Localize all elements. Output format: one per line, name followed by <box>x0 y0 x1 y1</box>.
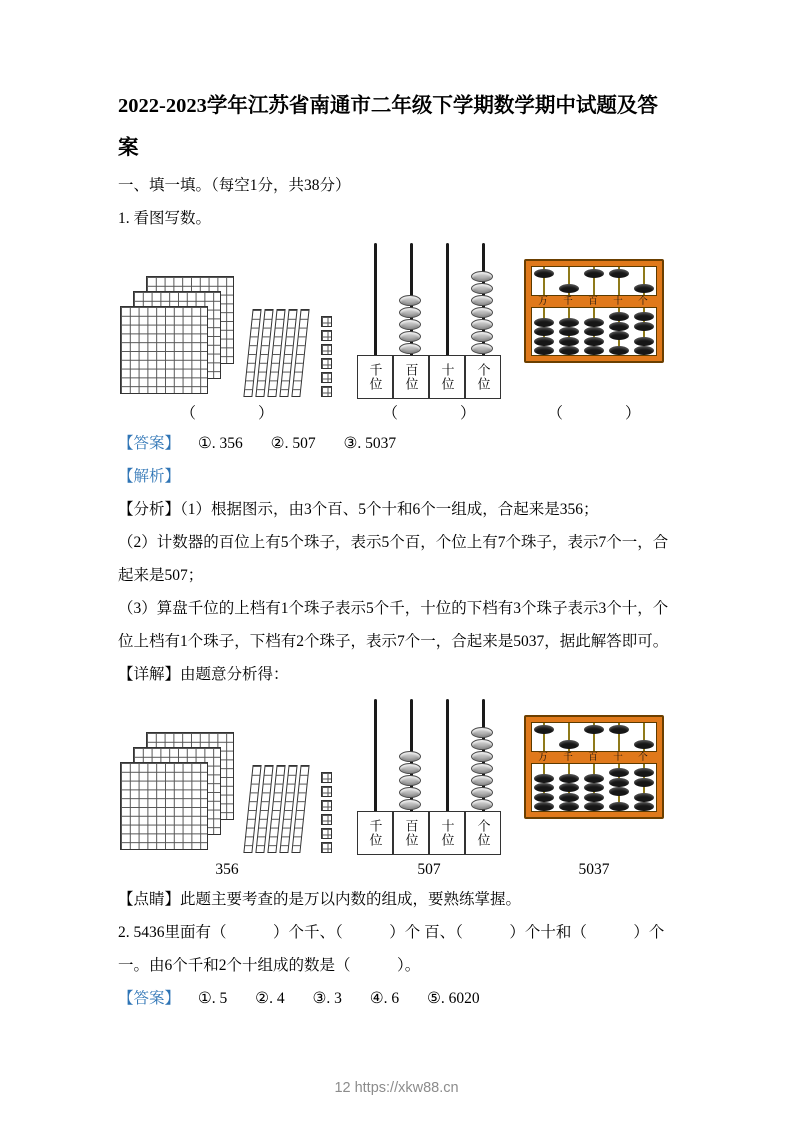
counter-rod <box>374 699 377 811</box>
abacus-lower-bead <box>609 346 629 355</box>
abacus-inner <box>531 266 657 356</box>
one-cube <box>321 828 332 839</box>
q1-note: 【点睛】此题主要考查的是万以内数的组成，要熟练掌握。 <box>118 891 522 908</box>
place-value-label: 百位 <box>393 811 429 855</box>
abacus <box>524 259 664 363</box>
base-ten-blocks <box>120 249 334 399</box>
beam-place-label: 千 <box>563 296 573 307</box>
abacus-beam <box>531 295 657 308</box>
counter-bead <box>471 343 493 354</box>
q1-analysis-heading <box>118 460 678 493</box>
abacus-lower-bead <box>634 768 654 777</box>
abacus-lower-bead <box>584 337 604 346</box>
one-cube <box>321 330 332 341</box>
counter-bead <box>399 787 421 798</box>
counter-bead <box>471 307 493 318</box>
counter-bead <box>399 307 421 318</box>
counter-bead <box>471 727 493 738</box>
abacus-upper-bead <box>534 725 554 734</box>
q1-detail-label: 【详解】由题意分析得： <box>118 666 289 683</box>
value-under-abacus: 5037 <box>578 861 610 878</box>
analysis-paragraph-2: （2）计数器的百位上有5个珠子，表示5个百，个位上有7个珠子，表示7个一，合起来是507； <box>118 534 669 584</box>
counter-bead <box>399 751 421 762</box>
value-under-counter: 507 <box>417 861 441 878</box>
place-value-label: 百位 <box>393 355 429 399</box>
counter-bead <box>471 295 493 306</box>
abacus-lower-bead <box>534 346 554 355</box>
beam-place-label: 百 <box>588 752 598 763</box>
counter-bead <box>471 763 493 774</box>
place-value-label: 千位 <box>357 355 393 399</box>
answer-item: ②. 4 <box>255 990 285 1007</box>
beam-place-label: 万 <box>538 296 548 307</box>
one-cube <box>321 344 332 355</box>
abacus-lower-bead <box>534 327 554 336</box>
hundreds-flats <box>120 732 238 853</box>
one-cube <box>321 772 332 783</box>
value-under-blocks: 356 <box>215 861 239 878</box>
answer-item: ①. 5 <box>197 990 228 1007</box>
abacus-lower-bead <box>609 802 629 811</box>
abacus-lower-bead <box>534 774 554 783</box>
counter-rod <box>446 243 449 355</box>
counter-bead <box>471 799 493 810</box>
abacus-lower-bead <box>584 793 604 802</box>
answer-item: ③. 3 <box>312 990 342 1007</box>
one-cube <box>321 316 332 327</box>
counter-place-labels <box>357 355 501 399</box>
abacus-rod <box>618 723 620 811</box>
base-ten-blocks <box>120 705 334 855</box>
one-cube <box>321 800 332 811</box>
abacus-lower-bead <box>584 783 604 792</box>
counter-rod <box>446 699 449 811</box>
abacus-lower-bead <box>634 322 654 331</box>
abacus-lower-bead <box>559 318 579 327</box>
one-cube <box>321 386 332 397</box>
answer-label: 【答案】 <box>118 990 181 1007</box>
counter-bead <box>471 271 493 282</box>
counter-bead <box>399 775 421 786</box>
abacus-upper-bead <box>634 284 654 293</box>
counting-device <box>354 241 504 399</box>
blank-under-counter: （ ） <box>382 405 476 422</box>
abacus-lower-bead <box>634 793 654 802</box>
q1-figure <box>120 239 678 399</box>
blank-under-abacus: （ ） <box>547 405 641 422</box>
abacus-lower-bead <box>634 312 654 321</box>
abacus-lower-bead <box>609 768 629 777</box>
abacus-upper-bead <box>634 740 654 749</box>
counter-bead <box>399 295 421 306</box>
abacus-upper-bead <box>559 740 579 749</box>
one-cube <box>321 786 332 797</box>
answer-item: ④. 6 <box>369 990 400 1007</box>
q1-figure-solution <box>120 695 678 855</box>
abacus-inner <box>531 722 657 812</box>
abacus-lower-bead <box>634 337 654 346</box>
abacus-lower-bead <box>559 774 579 783</box>
abacus-upper-bead <box>584 725 604 734</box>
counter-bead <box>471 283 493 294</box>
abacus-lower-bead <box>559 783 579 792</box>
q1-answer-line <box>118 427 678 460</box>
q1-solution-values <box>120 857 678 883</box>
abacus-lower-bead <box>609 787 629 796</box>
abacus-lower-bead <box>559 327 579 336</box>
abacus-lower-bead <box>584 802 604 811</box>
abacus-lower-bead <box>584 774 604 783</box>
analysis-paragraph-1: 【分析】（1）根据图示，由3个百、5个十和6个一组成，合起来是356； <box>118 501 599 518</box>
abacus-lower-bead <box>609 778 629 787</box>
tens-rods <box>248 309 305 397</box>
beam-place-label: 个 <box>638 752 648 763</box>
abacus-lower-bead <box>609 312 629 321</box>
beam-place-label: 十 <box>613 296 623 307</box>
q2-answer-line <box>118 982 678 1015</box>
analysis-paragraph-3: （3）算盘千位的上档有1个珠子表示5个千，十位的下档有3个珠子表示3个十，个位上档有1个珠子，下档有2个珠子，表示7个一，合起来是5037，据此解答即可。 <box>118 600 669 650</box>
place-value-label: 千位 <box>357 811 393 855</box>
question-2-text: 2. 5436里面有（ ）个千、（ ）个 百、（ ）个十和（ ）个一。由6个千和2个十组成的数是（ ）。 <box>118 924 665 974</box>
one-cube <box>321 358 332 369</box>
counter-bead <box>399 343 421 354</box>
abacus-rod <box>618 267 620 355</box>
abacus-lower-bead <box>559 793 579 802</box>
page-footer: 12 https://xkw88.cn <box>334 1080 459 1096</box>
counter-bead <box>399 331 421 342</box>
beam-place-label: 千 <box>563 752 573 763</box>
tens-rods <box>248 765 305 853</box>
q1-answer-blanks <box>120 401 678 427</box>
counting-device <box>354 697 504 855</box>
counter-bead <box>471 775 493 786</box>
abacus-lower-bead <box>534 783 554 792</box>
abacus-upper-bead <box>534 269 554 278</box>
abacus-beam <box>531 751 657 764</box>
one-cube <box>321 814 332 825</box>
counter-rod <box>374 243 377 355</box>
abacus-lower-bead <box>634 778 654 787</box>
abacus-lower-bead <box>584 327 604 336</box>
answer-item: ③. 5037 <box>343 435 397 452</box>
place-value-label: 十位 <box>429 355 465 399</box>
abacus-lower-bead <box>534 802 554 811</box>
abacus-lower-bead <box>559 802 579 811</box>
counter-bead <box>471 751 493 762</box>
blank-under-blocks: （ ） <box>180 405 274 422</box>
beam-place-label: 万 <box>538 752 548 763</box>
abacus-lower-bead <box>584 346 604 355</box>
hundred-flat <box>120 762 208 850</box>
abacus-upper-bead <box>559 284 579 293</box>
abacus-lower-bead <box>534 793 554 802</box>
question-1-label: 1. 看图写数。 <box>118 210 212 227</box>
abacus-upper-bead <box>584 269 604 278</box>
counter-bead <box>471 787 493 798</box>
beam-place-label: 百 <box>588 296 598 307</box>
abacus-lower-bead <box>559 346 579 355</box>
answer-item: ⑤. 6020 <box>427 990 480 1007</box>
counter-place-labels <box>357 811 501 855</box>
page-title: 2022-2023学年江苏省南通市二年级下学期数学期中试题及答案 <box>118 95 658 159</box>
answer-item: ②. 507 <box>270 435 316 452</box>
place-value-label: 个位 <box>465 811 501 855</box>
abacus-lower-bead <box>534 337 554 346</box>
abacus-lower-bead <box>634 346 654 355</box>
abacus-lower-bead <box>609 322 629 331</box>
place-value-label: 十位 <box>429 811 465 855</box>
abacus-upper-bead <box>609 725 629 734</box>
beam-place-label: 个 <box>638 296 648 307</box>
hundred-flat <box>120 306 208 394</box>
one-cube <box>321 372 332 383</box>
counter-bead <box>471 319 493 330</box>
abacus-lower-bead <box>584 318 604 327</box>
abacus-lower-bead <box>559 337 579 346</box>
counter-bead <box>399 799 421 810</box>
ones-cubes <box>321 772 332 853</box>
place-value-label: 个位 <box>465 355 501 399</box>
ones-cubes <box>321 316 332 397</box>
counter-bead <box>399 319 421 330</box>
beam-place-label: 十 <box>613 752 623 763</box>
one-cube <box>321 842 332 853</box>
counter-bead <box>399 763 421 774</box>
counter-bead <box>471 739 493 750</box>
abacus <box>524 715 664 819</box>
hundreds-flats <box>120 276 238 397</box>
section-heading: 一、填一填。（每空1分，共38分） <box>118 177 351 194</box>
counter-bead <box>471 331 493 342</box>
abacus-lower-bead <box>634 802 654 811</box>
answer-item: ①. 356 <box>197 435 243 452</box>
analysis-label: 【解析】 <box>118 468 181 485</box>
answer-label: 【答案】 <box>118 435 181 452</box>
abacus-upper-bead <box>609 269 629 278</box>
abacus-lower-bead <box>534 318 554 327</box>
abacus-lower-bead <box>609 331 629 340</box>
